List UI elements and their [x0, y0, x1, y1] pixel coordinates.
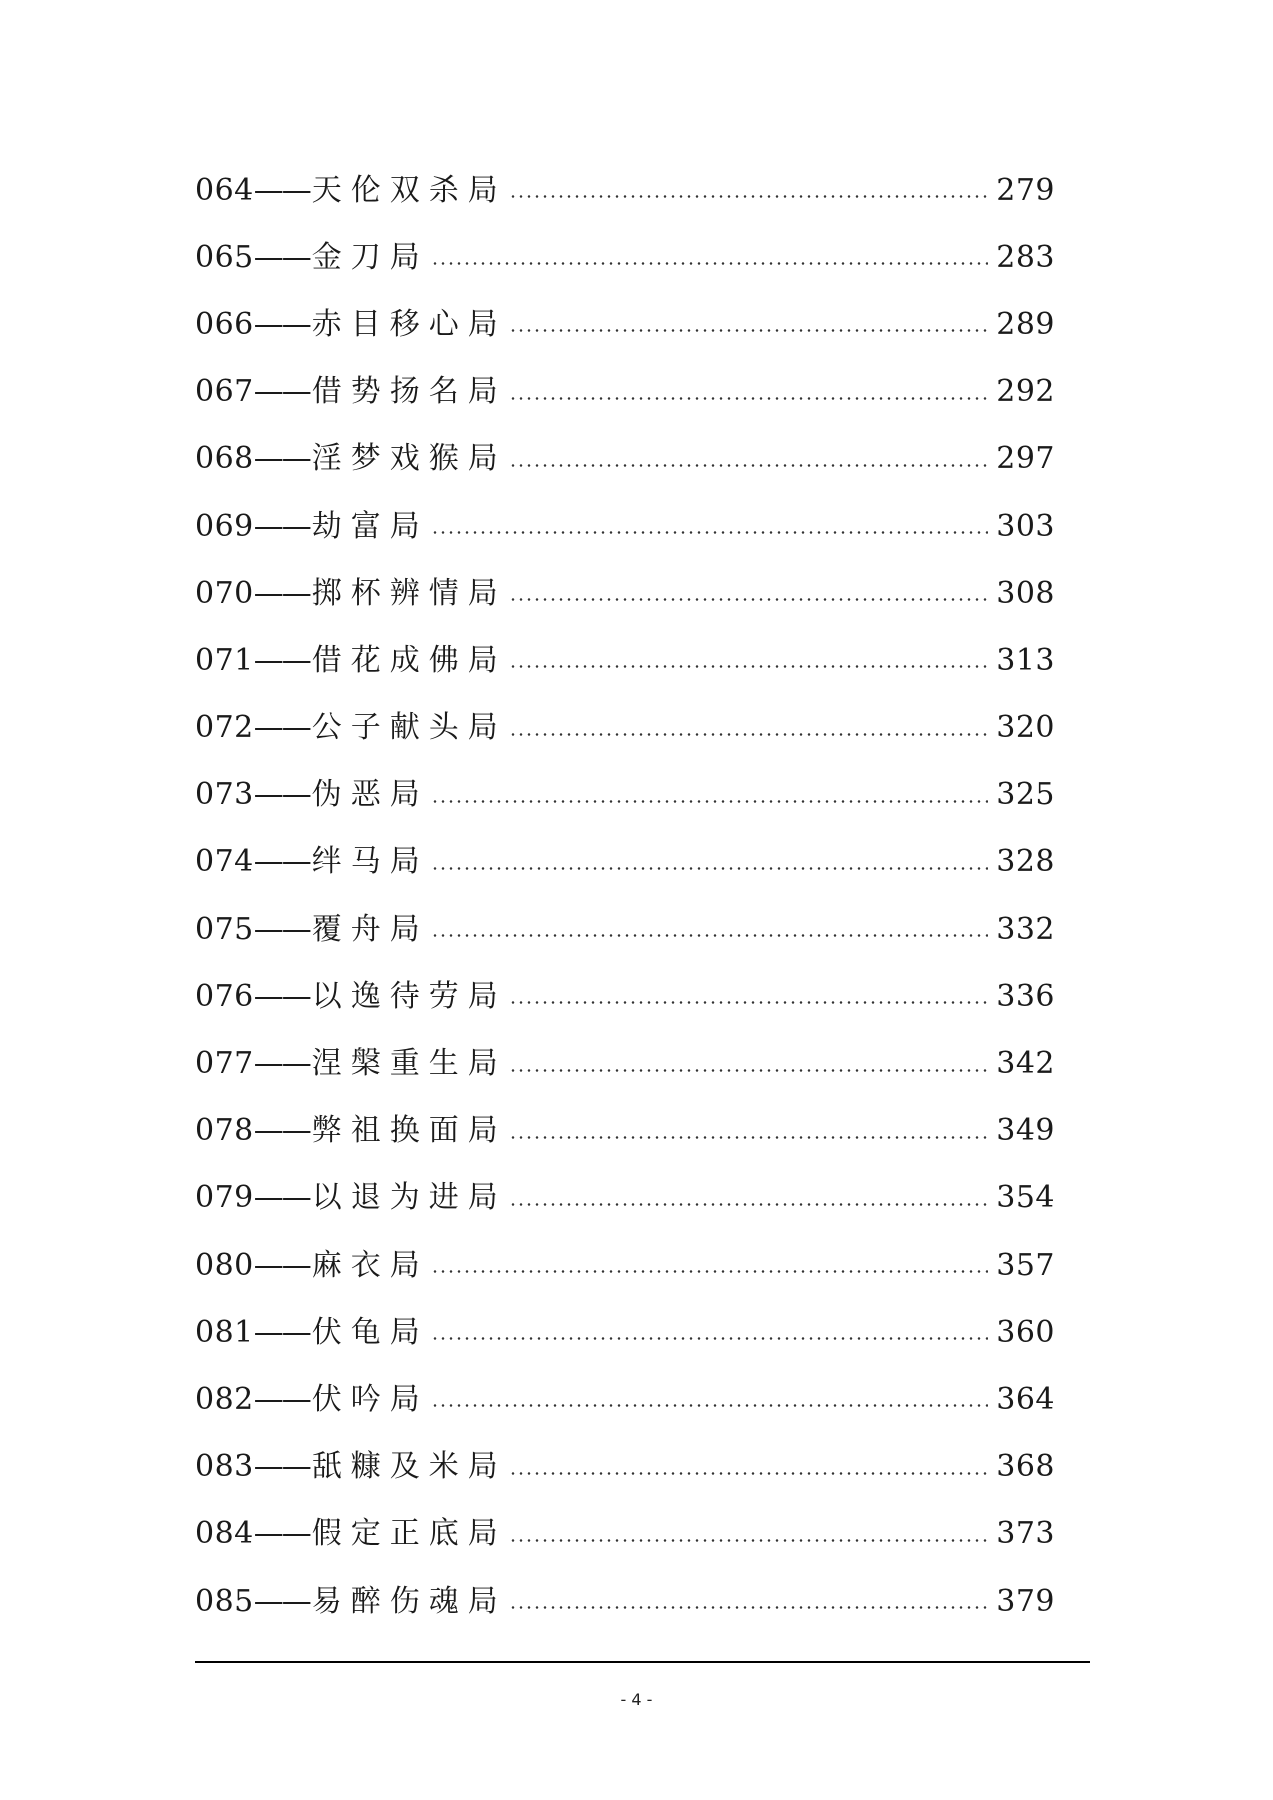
toc-entry-number: 080 [195, 1247, 254, 1283]
toc-dot-leader [509, 1203, 988, 1206]
toc-entry[interactable] [195, 1232, 1055, 1299]
page-number: - 4 - [620, 1690, 653, 1709]
toc-entry-title: 劫富局 [311, 508, 429, 544]
toc-entry-separator: —— [253, 1180, 310, 1216]
toc-entry-separator: —— [253, 575, 310, 611]
toc-entry[interactable] [195, 291, 1055, 358]
toc-dot-leader [509, 1136, 988, 1139]
toc-entry[interactable] [195, 896, 1055, 963]
toc-entry[interactable] [195, 1501, 1055, 1568]
toc-entry-title: 公子献头局 [311, 710, 507, 746]
toc-dot-leader [431, 1337, 988, 1340]
toc-entry[interactable] [195, 829, 1055, 896]
toc-entry-page: 354 [996, 1180, 1055, 1216]
toc-entry-number: 073 [195, 777, 254, 813]
toc-entry[interactable] [195, 157, 1055, 224]
toc-entry-separator: —— [253, 239, 310, 275]
toc-entry-page: 364 [996, 1381, 1055, 1417]
toc-entry[interactable] [195, 695, 1055, 762]
toc-dot-leader [509, 195, 988, 198]
toc-entry-page: 308 [996, 575, 1055, 611]
toc-entry-page: 332 [996, 911, 1055, 947]
toc-entry-separator: —— [253, 978, 310, 1014]
toc-entry-page: 289 [996, 306, 1055, 342]
toc-entry[interactable] [195, 1434, 1055, 1501]
toc-entry-title: 借花成佛局 [311, 642, 507, 678]
toc-entry[interactable] [195, 426, 1055, 493]
toc-entry-page: 357 [996, 1247, 1055, 1283]
toc-dot-leader [431, 800, 988, 803]
toc-entry-title: 天伦双杀局 [311, 172, 507, 208]
toc-entry-title: 涅槃重生局 [311, 1046, 507, 1082]
toc-entry-title: 掷杯辨情局 [311, 575, 507, 611]
toc-entry-separator: —— [253, 306, 310, 342]
toc-entry-title: 淫梦戏猴局 [311, 441, 507, 477]
toc-entry-separator: —— [253, 1314, 310, 1350]
table-of-contents [195, 157, 1055, 1635]
toc-entry-number: 071 [195, 642, 254, 678]
toc-entry-title: 弊祖换面局 [311, 1113, 507, 1149]
toc-entry-title: 伏龟局 [311, 1314, 429, 1350]
toc-entry-title: 伪恶局 [311, 777, 429, 813]
toc-entry-page: 349 [996, 1113, 1055, 1149]
toc-entry-title: 绊马局 [311, 844, 429, 880]
toc-entry-page: 360 [996, 1314, 1055, 1350]
toc-entry-number: 068 [195, 441, 254, 477]
toc-entry-separator: —— [253, 1046, 310, 1082]
toc-entry-number: 066 [195, 306, 254, 342]
toc-dot-leader [509, 1069, 988, 1072]
toc-entry-separator: —— [253, 1381, 310, 1417]
toc-entry[interactable] [195, 627, 1055, 694]
toc-entry[interactable] [195, 1165, 1055, 1232]
toc-entry-title: 金刀局 [311, 239, 429, 275]
toc-dot-leader [509, 1606, 988, 1609]
toc-entry[interactable] [195, 1098, 1055, 1165]
toc-entry[interactable] [195, 359, 1055, 426]
toc-entry-number: 084 [195, 1516, 254, 1552]
toc-dot-leader [509, 1472, 988, 1475]
toc-entry-number: 072 [195, 710, 254, 746]
toc-entry-number: 067 [195, 374, 254, 410]
toc-entry-number: 065 [195, 239, 254, 275]
toc-dot-leader [431, 1404, 988, 1407]
toc-entry-page: 297 [996, 441, 1055, 477]
toc-dot-leader [509, 1001, 988, 1004]
toc-entry-title: 易醉伤魂局 [311, 1583, 507, 1619]
toc-entry-page: 379 [996, 1583, 1055, 1619]
toc-entry-page: 368 [996, 1449, 1055, 1485]
toc-entry-number: 069 [195, 508, 254, 544]
toc-entry-separator: —— [253, 1247, 310, 1283]
toc-entry-title: 赤目移心局 [311, 306, 507, 342]
toc-entry-page: 292 [996, 374, 1055, 410]
toc-entry-title: 以逸待劳局 [311, 978, 507, 1014]
toc-entry[interactable] [195, 963, 1055, 1030]
toc-entry-separator: —— [253, 777, 310, 813]
toc-entry-title: 借势扬名局 [311, 374, 507, 410]
toc-entry-number: 083 [195, 1449, 254, 1485]
toc-entry-number: 075 [195, 911, 254, 947]
toc-entry-title: 伏吟局 [311, 1381, 429, 1417]
toc-entry[interactable] [195, 1366, 1055, 1433]
toc-entry-title: 覆舟局 [311, 911, 429, 947]
toc-entry-title: 假定正底局 [311, 1516, 507, 1552]
toc-entry-title: 舐糠及米局 [311, 1449, 507, 1485]
toc-entry-number: 079 [195, 1180, 254, 1216]
toc-entry-separator: —— [253, 710, 310, 746]
toc-dot-leader [431, 1270, 988, 1273]
toc-entry-separator: —— [253, 508, 310, 544]
toc-entry-separator: —— [253, 441, 310, 477]
footer-rule [195, 1661, 1090, 1663]
toc-dot-leader [431, 934, 988, 937]
toc-dot-leader [431, 262, 988, 265]
toc-entry-page: 313 [996, 642, 1055, 678]
toc-entry-number: 076 [195, 978, 254, 1014]
toc-entry-page: 325 [996, 777, 1055, 813]
toc-entry-separator: —— [253, 172, 310, 208]
toc-entry-number: 070 [195, 575, 254, 611]
toc-entry-separator: —— [253, 1516, 310, 1552]
toc-dot-leader [431, 531, 988, 534]
toc-dot-leader [509, 1539, 988, 1542]
toc-dot-leader [431, 867, 988, 870]
toc-entry-page: 279 [996, 172, 1055, 208]
toc-entry-separator: —— [253, 1583, 310, 1619]
toc-entry[interactable] [195, 762, 1055, 829]
toc-entry-page: 283 [996, 239, 1055, 275]
toc-entry[interactable] [195, 224, 1055, 291]
toc-entry-page: 342 [996, 1046, 1055, 1082]
toc-entry[interactable] [195, 493, 1055, 560]
toc-entry-separator: —— [253, 642, 310, 678]
toc-dot-leader [509, 464, 988, 467]
toc-dot-leader [509, 598, 988, 601]
toc-entry-number: 077 [195, 1046, 254, 1082]
toc-entry-separator: —— [253, 374, 310, 410]
toc-entry[interactable] [195, 1299, 1055, 1366]
toc-entry-page: 336 [996, 978, 1055, 1014]
toc-entry-number: 082 [195, 1381, 254, 1417]
toc-entry-page: 328 [996, 844, 1055, 880]
toc-entry-separator: —— [253, 911, 310, 947]
toc-entry[interactable] [195, 560, 1055, 627]
toc-entry[interactable] [195, 1568, 1055, 1635]
toc-entry-separator: —— [253, 844, 310, 880]
toc-entry[interactable] [195, 1030, 1055, 1097]
toc-entry-page: 320 [996, 710, 1055, 746]
toc-dot-leader [509, 665, 988, 668]
toc-entry-separator: —— [253, 1449, 310, 1485]
toc-entry-number: 064 [195, 172, 254, 208]
toc-dot-leader [509, 329, 988, 332]
toc-entry-number: 074 [195, 844, 254, 880]
toc-entry-number: 078 [195, 1113, 254, 1149]
toc-entry-number: 085 [195, 1583, 254, 1619]
toc-entry-page: 373 [996, 1516, 1055, 1552]
toc-dot-leader [509, 397, 988, 400]
toc-entry-separator: —— [253, 1113, 310, 1149]
toc-entry-title: 以退为进局 [311, 1180, 507, 1216]
toc-entry-title: 麻衣局 [311, 1247, 429, 1283]
toc-entry-number: 081 [195, 1314, 254, 1350]
toc-dot-leader [509, 733, 988, 736]
toc-entry-page: 303 [996, 508, 1055, 544]
